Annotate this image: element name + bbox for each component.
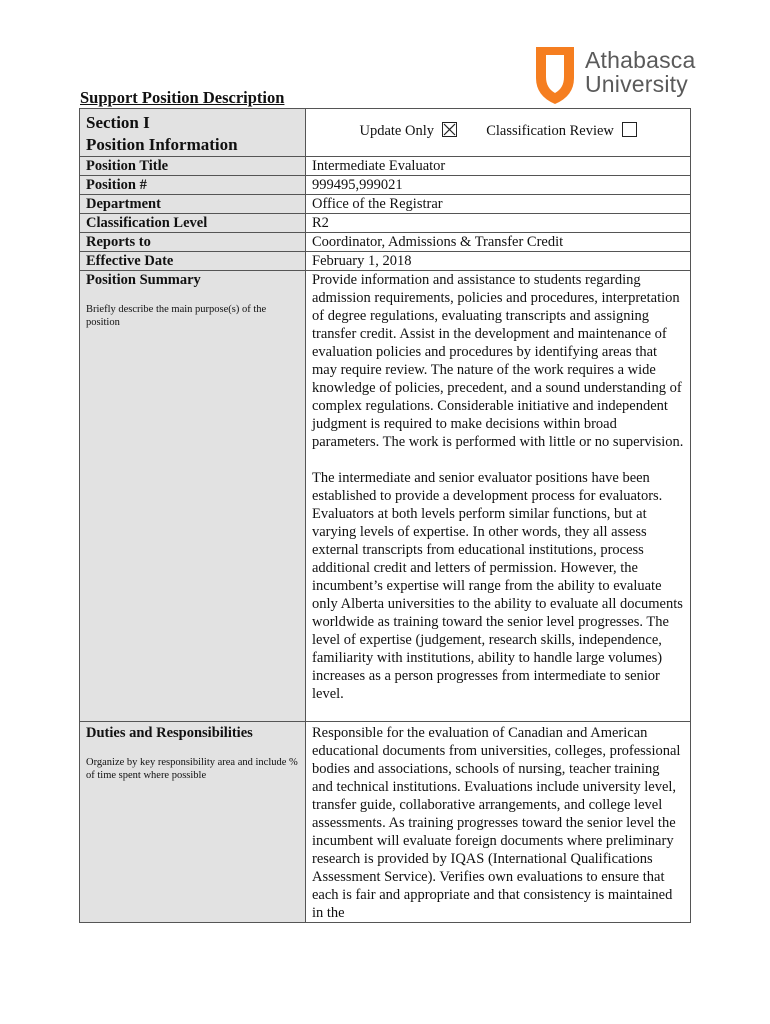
position-title-label: Position Title: [80, 157, 306, 176]
department-row: [80, 195, 691, 214]
reports-to-row: [80, 233, 691, 252]
checkbox-x-icon: [443, 123, 456, 136]
position-summary-label-cell: [80, 271, 306, 722]
logo-line-2: University: [585, 71, 688, 97]
section-number: Section I: [86, 113, 150, 132]
duties-paragraph: Responsible for the evaluation of Canadian and American educational documents from universities, colleges, professional bodies and associations, schools of nursing, teacher training and technical institutions. Evaluations include university level, transfer guide, collaborative arrangements, and college level assessments. As training progresses toward the senior level the incumbent will evaluate foreign documents where preliminary research is provided by IQAS (International Qualifications Assessment Service). Verifies own evaluations to ensure that each is fair and appropriate and that consistency is maintained in the: [312, 725, 681, 921]
position-number-row: [80, 176, 691, 195]
reports-to-value[interactable]: Coordinator, Admissions & Transfer Credit: [306, 233, 691, 252]
position-title-value[interactable]: Intermediate Evaluator: [306, 157, 691, 176]
position-information-table: [79, 108, 691, 923]
position-summary-row: [80, 271, 691, 722]
effective-date-label: Effective Date: [80, 252, 306, 271]
duties-value[interactable]: [306, 722, 691, 923]
position-number-value[interactable]: 999495,999021: [306, 176, 691, 195]
section-heading: [86, 109, 299, 156]
duties-label-cell: [80, 722, 306, 923]
department-value[interactable]: Office of the Registrar: [306, 195, 691, 214]
effective-date-row: [80, 252, 691, 271]
classification-level-row: [80, 214, 691, 233]
section-title: Position Information: [86, 135, 238, 154]
department-label: Department: [80, 195, 306, 214]
duties-label: Duties and Responsibilities: [86, 725, 253, 741]
position-number-label: Position #: [80, 176, 306, 195]
summary-paragraph-2: The intermediate and senior evaluator positions have been established to provide a development process for evaluators. Evaluators at both levels perform similar functions, but at varying levels of expertise. In other words, they all assess external transcripts from educational institutions, process additional credit and letters of permission. However, the incumbent’s expertise will range from the ability to evaluate only Alberta universities to the ability to evaluate all documents worldwide as training toward the senior level progresses. The level of expertise (judgement, research skills, independence, familiarity with institutions, ability to handle large volumes) increases as a person progresses from intermediate to senior level.: [312, 470, 683, 702]
position-summary-hint: Briefly describe the main purpose(s) of the position: [86, 304, 267, 328]
shield-logo-icon: [533, 44, 577, 106]
effective-date-value[interactable]: February 1, 2018: [306, 252, 691, 271]
classification-level-label: Classification Level: [80, 214, 306, 233]
document-title: Support Position Description: [80, 88, 285, 107]
section-header-cell: [80, 109, 306, 157]
summary-paragraph-1: Provide information and assistance to students regarding admission requirements, policies and procedures, interpretation of degree regulations, evaluating transcripts and assigning transfer credit. Assist in the development and maintenance of evaluation policies and procedures by identifying areas that may require review. The nature of the work requires a wide knowledge of policies, precedent, and a sound understanding of complex regulations. Considerable initiative and independent judgment is required to make decisions within broad parameters. The work is performed with little or no supervision.: [312, 272, 684, 450]
duties-hint: Organize by key responsibility area and include % of time spent where possible: [86, 757, 298, 781]
update-only-label: Update Only: [359, 123, 434, 139]
athabasca-university-logo: [533, 44, 703, 106]
position-title-row: [80, 157, 691, 176]
classification-level-value[interactable]: R2: [306, 214, 691, 233]
logo-wordmark: [585, 48, 696, 96]
position-summary-value[interactable]: [306, 271, 691, 722]
logo-line-1: Athabasca: [585, 47, 696, 73]
reports-to-label: Reports to: [80, 233, 306, 252]
classification-review-checkbox[interactable]: [622, 122, 637, 137]
update-only-checkbox[interactable]: [442, 122, 457, 137]
review-type-cell: [306, 109, 691, 157]
duties-row: [80, 722, 691, 923]
position-summary-label: Position Summary: [86, 272, 201, 288]
classification-review-label: Classification Review: [486, 123, 614, 139]
